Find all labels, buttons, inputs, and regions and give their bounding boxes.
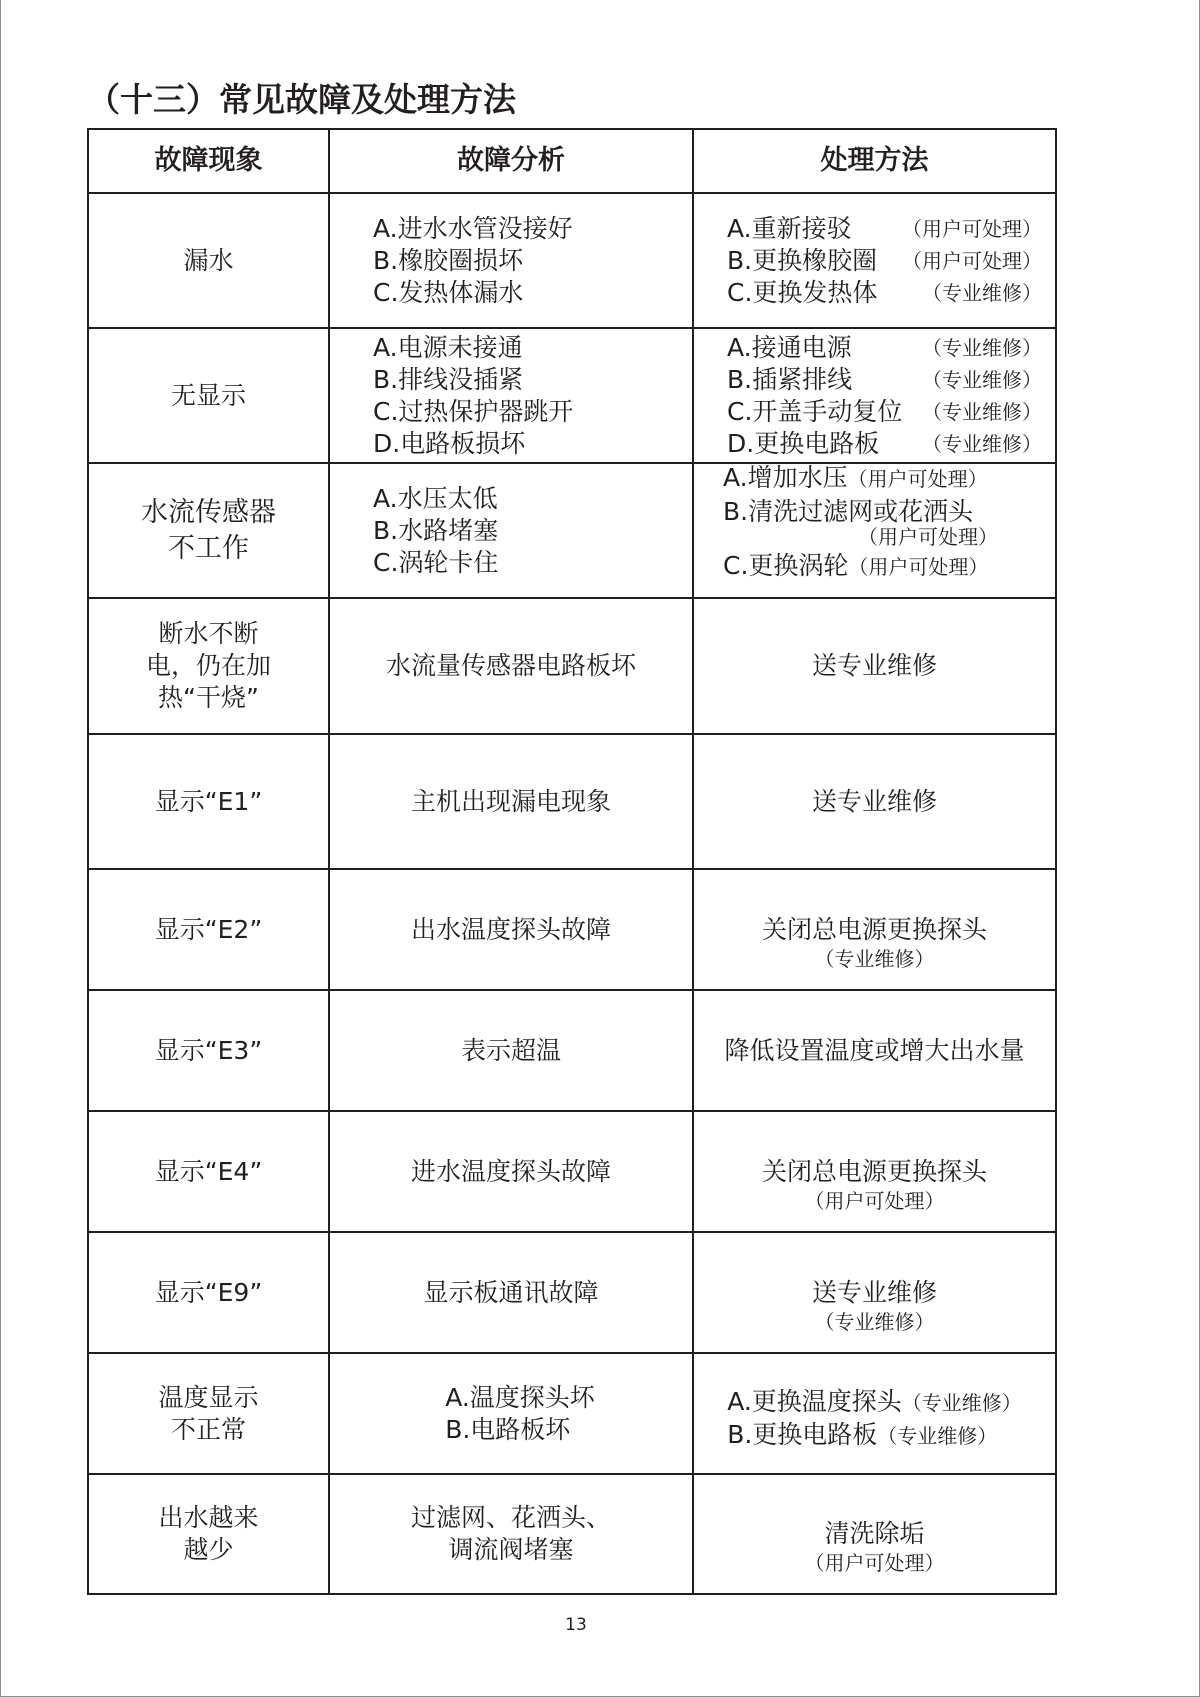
solution-item xyxy=(727,396,1042,428)
analysis-item: 显示板通讯故障 xyxy=(423,1277,599,1307)
analysis-item: B.水路堵塞 xyxy=(373,515,499,545)
solution-note: （用户可处理） xyxy=(902,248,1042,273)
solution-item xyxy=(761,914,987,971)
symptom-text: 电，仍在加 xyxy=(145,651,271,680)
analysis-item: A.电源未接通 xyxy=(373,332,523,362)
symptom-text: 显示“E4” xyxy=(154,1156,263,1186)
analysis-cell xyxy=(330,1475,692,1593)
solution-item xyxy=(811,1277,937,1334)
solution-note: （专业维修） xyxy=(922,431,1042,456)
symptom-cell xyxy=(89,1354,328,1473)
symptom-text: 热“干烧” xyxy=(158,683,259,712)
solution-note: （专业维修） xyxy=(922,335,1042,360)
troubleshooting-table xyxy=(87,128,1057,1595)
solution-cell xyxy=(694,329,1055,462)
solution-text: C.开盖手动复位 xyxy=(727,396,903,426)
solution-text: C.更换发热体 xyxy=(727,277,878,307)
analysis-cell xyxy=(330,599,692,733)
section-title: （十三）常见故障及处理方法 xyxy=(87,80,516,119)
solution-text: B.插紧排线 xyxy=(727,364,853,394)
solution-note: （用户可处理） xyxy=(858,525,998,549)
analysis-item: A.进水水管没接好 xyxy=(373,213,573,243)
solution-text: A.重新接驳 xyxy=(727,213,852,243)
solution-text: 送专业维修 xyxy=(811,651,937,680)
solution-cell xyxy=(694,1354,1055,1473)
analysis-item: 进水温度探头故障 xyxy=(410,1156,611,1186)
header-label: 故障现象 xyxy=(154,145,263,176)
header-cell-analysis xyxy=(330,130,692,192)
header-label: 处理方法 xyxy=(820,145,929,176)
solution-cell xyxy=(694,1112,1055,1231)
symptom-text: 不工作 xyxy=(168,532,249,564)
solution-note: （用户可处理） xyxy=(804,1188,945,1213)
symptom-text: 断水不断 xyxy=(158,619,259,648)
symptom-text: 漏水 xyxy=(183,245,234,275)
analysis-item: C.发热体漏水 xyxy=(373,277,524,307)
solution-cell xyxy=(694,599,1055,733)
solution-cell xyxy=(694,735,1055,868)
symptom-text: 显示“E3” xyxy=(154,1035,263,1065)
symptom-cell xyxy=(89,1233,328,1352)
solution-text: B.清洗过滤网或花洒头 xyxy=(723,497,974,526)
solution-text: 关闭总电源更换探头 xyxy=(761,1156,987,1186)
analysis-item: 出水温度探头故障 xyxy=(410,914,611,944)
solution-note: （用户可处理） xyxy=(804,1551,945,1575)
symptom-text: 温度显示 xyxy=(158,1382,259,1412)
analysis-item: D.电路板损坏 xyxy=(373,428,526,458)
solution-cell xyxy=(694,194,1055,327)
analysis-item: A.水压太低 xyxy=(373,483,498,513)
solution-text: A.增加水压 xyxy=(723,464,848,492)
header-cell-solution xyxy=(694,130,1055,192)
symptom-cell xyxy=(89,194,328,327)
symptom-cell xyxy=(89,1475,328,1593)
symptom-cell xyxy=(89,870,328,989)
solution-item xyxy=(761,1156,987,1213)
symptom-cell xyxy=(89,735,328,868)
solution-note: （用户可处理） xyxy=(848,555,989,579)
solution-item xyxy=(723,464,988,493)
analysis-item: 过滤网、花洒头、 xyxy=(410,1503,611,1532)
analysis-item: 表示超温 xyxy=(460,1035,561,1065)
header-cell-symptom xyxy=(89,130,328,192)
solution-item xyxy=(723,498,973,526)
symptom-text: 不正常 xyxy=(170,1414,246,1444)
analysis-cell xyxy=(330,870,692,989)
analysis-item: 主机出现漏电现象 xyxy=(410,786,611,816)
solution-note: （专业维修） xyxy=(922,399,1042,424)
analysis-item: B.橡胶圈损坏 xyxy=(373,245,524,275)
solution-item xyxy=(727,1386,1022,1419)
solution-text: 降低设置温度或增大出水量 xyxy=(724,1035,1025,1065)
symptom-cell xyxy=(89,991,328,1110)
header-label: 故障分析 xyxy=(457,145,565,176)
solution-item xyxy=(804,1518,945,1575)
solution-note: （专业维修） xyxy=(922,367,1042,392)
solution-item xyxy=(727,332,1042,364)
analysis-item: C.过热保护器跳开 xyxy=(373,396,574,426)
solution-item xyxy=(727,245,1042,277)
solution-item xyxy=(727,364,1042,396)
solution-cell xyxy=(694,1475,1055,1593)
solution-text: 送专业维修 xyxy=(811,1277,937,1307)
solution-note: （用户可处理） xyxy=(902,216,1042,241)
solution-text: C.更换涡轮 xyxy=(723,551,849,580)
solution-cell xyxy=(694,464,1055,597)
solution-text: 关闭总电源更换探头 xyxy=(761,914,987,944)
solution-cell xyxy=(694,991,1055,1110)
symptom-text: 出水越来 xyxy=(158,1503,259,1532)
analysis-cell xyxy=(330,194,692,327)
analysis-item: A.温度探头坏 xyxy=(445,1382,595,1412)
solution-text: A.更换温度探头 xyxy=(727,1386,902,1416)
solution-text: D.更换电路板 xyxy=(727,428,880,458)
symptom-cell xyxy=(89,1112,328,1231)
analysis-item: C.涡轮卡住 xyxy=(373,547,499,577)
analysis-item: B.排线没插紧 xyxy=(373,364,524,394)
analysis-item: B.电路板坏 xyxy=(445,1414,571,1444)
solution-text: 送专业维修 xyxy=(811,786,937,816)
analysis-item: 水流量传感器电路板坏 xyxy=(385,651,636,680)
solution-note: （专业维修） xyxy=(814,946,935,971)
symptom-text: 水流传感器 xyxy=(141,496,276,528)
solution-text: B.更换电路板 xyxy=(727,1419,878,1449)
solution-item xyxy=(727,277,1042,309)
analysis-cell xyxy=(330,464,692,597)
solution-note: （专业维修） xyxy=(877,1423,998,1448)
solution-cell xyxy=(694,870,1055,989)
page-number: 13 xyxy=(565,1615,587,1635)
solution-item xyxy=(727,213,1042,245)
symptom-text: 显示“E1” xyxy=(154,786,263,816)
analysis-cell xyxy=(330,1233,692,1352)
solution-item xyxy=(723,552,988,581)
analysis-cell xyxy=(330,1354,692,1473)
analysis-cell xyxy=(330,991,692,1110)
symptom-cell xyxy=(89,464,328,597)
symptom-text: 显示“E2” xyxy=(154,914,263,944)
analysis-cell xyxy=(330,329,692,462)
solution-note: （专业维修） xyxy=(814,1309,935,1334)
symptom-text: 显示“E9” xyxy=(154,1277,263,1307)
solution-note: （专业维修） xyxy=(901,1390,1022,1415)
solution-item xyxy=(727,428,1042,460)
symptom-text: 无显示 xyxy=(170,380,246,410)
solution-text: 清洗除垢 xyxy=(824,1519,925,1548)
symptom-text: 越少 xyxy=(183,1535,234,1564)
analysis-item: 调流阀堵塞 xyxy=(448,1535,574,1564)
solution-text: A.接通电源 xyxy=(727,332,852,362)
solution-note: （用户可处理） xyxy=(847,467,988,491)
analysis-cell xyxy=(330,735,692,868)
analysis-cell xyxy=(330,1112,692,1231)
symptom-cell xyxy=(89,329,328,462)
solution-item xyxy=(727,1419,1022,1452)
solution-text: B.更换橡胶圈 xyxy=(727,245,878,275)
solution-cell xyxy=(694,1233,1055,1352)
symptom-cell xyxy=(89,599,328,733)
solution-note: （专业维修） xyxy=(922,280,1042,305)
